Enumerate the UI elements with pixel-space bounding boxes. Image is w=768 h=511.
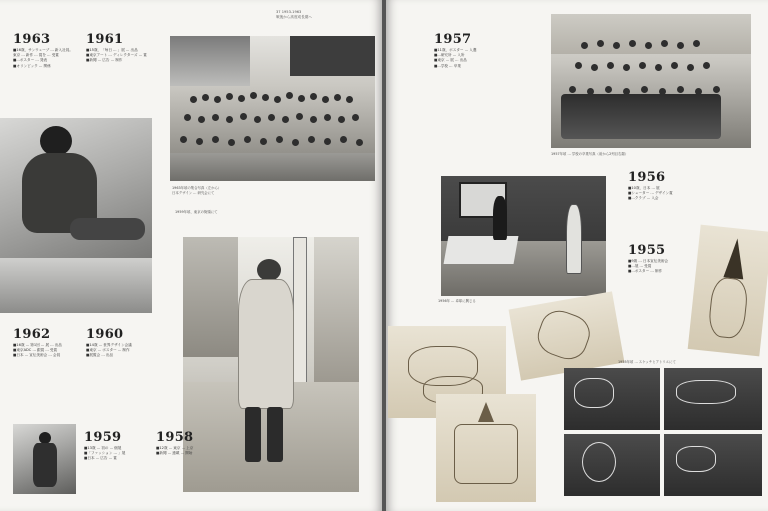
text-line: ■12歳 ... 東京 ... 上京 xyxy=(156,446,194,450)
text-line: ■...ポスター ... 制作 xyxy=(628,269,663,274)
text-line: ■...クラブ ... 入会 xyxy=(628,196,659,201)
clown-drawing xyxy=(688,225,768,357)
text-line: ■展覧会 ... 出品 xyxy=(86,353,114,358)
ping-pong-photo xyxy=(441,176,606,296)
text-line: ■16歳 ... 第1回 ... 展 ... 出品 xyxy=(13,343,62,347)
right-page xyxy=(386,0,768,511)
year-label: 1959 xyxy=(84,430,122,445)
text-line: ■東京ADC ... 銀賞 ... 受賞 xyxy=(13,348,58,353)
year-label: 1963 xyxy=(13,32,51,47)
year-label: 1956 xyxy=(628,170,666,185)
text-line: ■日本 ... 広告 ... 賞 xyxy=(84,456,117,461)
text-line: 東京 ... 新作 ... 賞を ... 受賞 xyxy=(13,53,59,58)
text-line: ■...ポスター ... 発表 xyxy=(13,58,48,63)
year-text xyxy=(13,343,79,359)
text-line: ■13歳 ... 初の ... 個展 xyxy=(84,446,122,450)
year-text xyxy=(86,343,152,359)
running-header xyxy=(276,10,312,19)
text-line: ■オリンピック ... 関係 xyxy=(13,63,51,68)
year-label: 1957 xyxy=(434,32,472,47)
year-text xyxy=(156,446,216,456)
text-line: ■9歳 ... 日本宣伝美術会 xyxy=(628,259,669,263)
left-page xyxy=(0,0,382,511)
text-line: ■10歳、日本 ... 展 xyxy=(628,186,660,190)
text-line: ■16歳、サンウェーブ ... 新入社員。 xyxy=(13,48,73,52)
caption-line: 日本デザイン ... 研究会にて xyxy=(172,190,215,195)
text-line: ■15歳、「毎日 ... 」展 ... 出品 xyxy=(86,48,138,52)
text-line: ■日本 ... 宣伝美術会 ... 会員 xyxy=(13,353,61,358)
year-text xyxy=(13,48,79,69)
text-line: ■11歳、ポスター ... 入選 xyxy=(434,48,477,52)
text-line: ■シューター ... デザイン賞 xyxy=(628,191,673,196)
photo-caption: 1956年 ... 卓球に興じる xyxy=(438,299,476,303)
chalkboard-photo xyxy=(564,368,660,430)
text-line: ■東京 ... 展 ... 出品 xyxy=(434,58,467,63)
text-line: ■「ファッション ... 」展 xyxy=(84,451,126,456)
chalkboard-photo xyxy=(664,434,762,496)
castle-drawing xyxy=(436,394,536,502)
year-label: 1961 xyxy=(86,32,124,47)
header-line-1: 37 1953-1963 xyxy=(276,10,302,14)
caption-line: 1963年頃の集合写真（左から） xyxy=(172,186,222,190)
beach-photo xyxy=(0,118,152,313)
group-photo xyxy=(170,36,375,181)
photo-caption: 1959年頃、東京の街頭にて xyxy=(175,210,218,214)
photo-caption: 1955年頃 ... スケッチとアトリエにて xyxy=(618,360,676,364)
year-label: 1962 xyxy=(13,327,51,342)
year-label: 1958 xyxy=(156,430,194,445)
text-line: ■...展 ... 受賞 xyxy=(628,264,652,269)
chalkboard-photo xyxy=(564,434,660,496)
year-text xyxy=(86,48,152,64)
text-line: ■...学校 ... 卒業 xyxy=(434,63,461,68)
photo-caption xyxy=(172,186,282,196)
text-line: ■新聞 ... 連載 ... 開始 xyxy=(156,451,193,456)
year-text xyxy=(628,259,698,275)
class-photo xyxy=(551,14,751,148)
text-line: ■14歳 ... 世界デザイン会議 xyxy=(86,343,132,347)
chalkboard-photo xyxy=(664,368,762,430)
year-label: 1955 xyxy=(628,243,666,258)
header-line-2: 戦後から高度成長期へ xyxy=(276,14,312,19)
text-line: ■東京アート ... ディレクターズ ... 賞 xyxy=(86,53,147,58)
year-text xyxy=(628,186,698,202)
year-text xyxy=(434,48,506,69)
text-line: ■東京 ... ポスター ... 制作 xyxy=(86,348,130,353)
text-line: ■新聞 ... 広告 ... 制作 xyxy=(86,58,123,63)
small-portrait-photo xyxy=(13,424,76,494)
text-line: ■...研究所 ... 入所 xyxy=(434,53,465,58)
year-label: 1960 xyxy=(86,327,124,342)
photo-caption: 1957年頃 ... 学校の卒業写真（前から2列目右端） xyxy=(551,152,629,156)
year-text xyxy=(84,446,150,462)
